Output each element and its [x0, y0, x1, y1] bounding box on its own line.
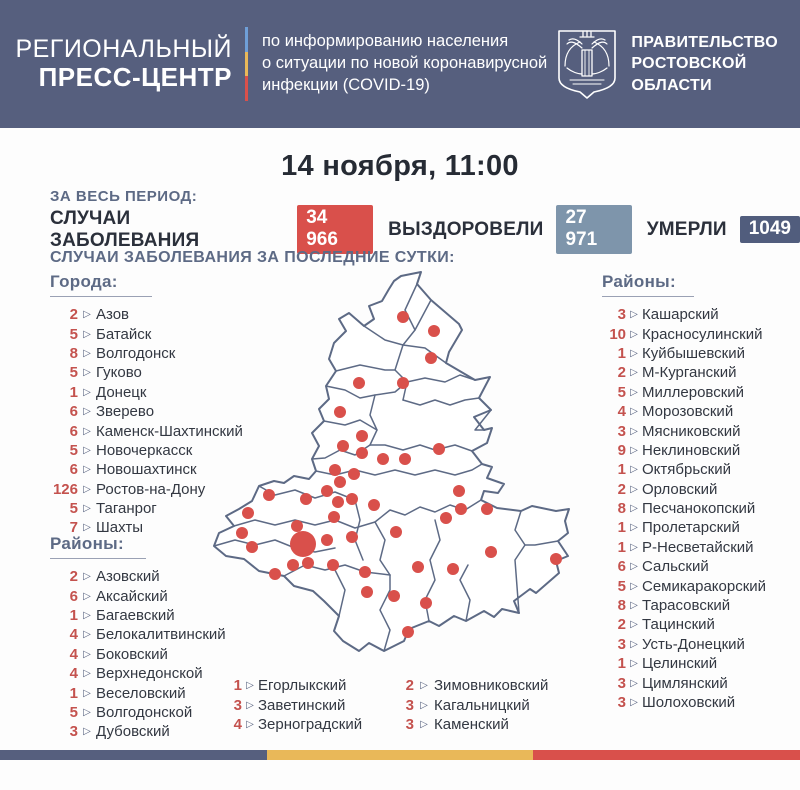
government-line: ОБЛАСТИ — [631, 76, 712, 94]
triangle-arrow-icon: ▷ — [630, 522, 638, 534]
triangle-arrow-icon: ▷ — [83, 328, 91, 340]
case-count: 4 — [233, 715, 242, 733]
case-count: 126 — [52, 480, 78, 498]
case-dot — [412, 561, 424, 573]
brand-line-1: РЕГИОНАЛЬНЫЙ — [15, 34, 232, 63]
case-count: 6 — [69, 403, 78, 421]
case-dot — [287, 559, 299, 571]
list-item — [400, 715, 548, 734]
case-count: 1 — [617, 538, 626, 556]
stat-value-badge: 27 971 — [556, 205, 631, 254]
triangle-arrow-icon: ▷ — [630, 464, 638, 476]
case-dot — [402, 626, 414, 638]
case-dot — [397, 377, 409, 389]
triangle-arrow-icon: ▷ — [630, 619, 638, 631]
triangle-arrow-icon: ▷ — [630, 658, 638, 670]
case-count: 2 — [69, 306, 78, 324]
government-line: ПРАВИТЕЛЬСТВО — [631, 34, 778, 52]
place-name: Белокалитвинский — [96, 626, 226, 644]
case-count: 3 — [405, 715, 414, 733]
case-dot — [433, 443, 445, 455]
case-dot — [302, 557, 314, 569]
case-dot — [428, 325, 440, 337]
place-name: Кагальницкий — [434, 696, 530, 714]
case-count: 4 — [69, 626, 78, 644]
place-name: Миллеровский — [642, 383, 745, 401]
case-dot — [291, 520, 303, 532]
stat-label: УМЕРЛИ — [646, 218, 727, 240]
case-dot — [346, 493, 358, 505]
case-dot — [397, 311, 409, 323]
case-count: 5 — [69, 364, 78, 382]
list-item — [602, 635, 766, 654]
case-count: 5 — [617, 577, 626, 595]
case-count: 2 — [617, 480, 626, 498]
case-dot — [550, 553, 562, 565]
case-count: 3 — [617, 306, 626, 324]
case-count: 3 — [617, 694, 626, 711]
place-name: Таганрог — [96, 500, 157, 518]
case-count: 3 — [405, 696, 414, 714]
stat-unit — [388, 205, 632, 254]
triangle-arrow-icon: ▷ — [246, 718, 254, 730]
place-name: Пролетарский — [642, 519, 740, 537]
case-dot — [390, 526, 402, 538]
case-count: 1 — [69, 383, 78, 401]
place-name: Целинский — [642, 655, 718, 673]
case-count: 3 — [617, 422, 626, 440]
place-name: Азов — [96, 306, 130, 324]
list-item — [50, 664, 226, 683]
case-dot — [481, 503, 493, 515]
triangle-arrow-icon: ▷ — [630, 347, 638, 359]
case-dot — [246, 541, 258, 553]
triangle-arrow-icon: ▷ — [83, 444, 91, 456]
place-name: Дубовский — [96, 723, 170, 741]
case-dot — [236, 527, 248, 539]
list-item — [602, 441, 766, 460]
stat-unit — [50, 205, 373, 254]
list-item — [602, 499, 766, 518]
flag-divider-segment — [245, 76, 248, 101]
place-name: Цимлянский — [642, 674, 728, 692]
triangle-arrow-icon: ▷ — [630, 444, 638, 456]
case-dot — [329, 464, 341, 476]
place-name: Красносулинский — [642, 325, 763, 343]
list-item — [228, 715, 362, 734]
place-name: Зерноградский — [258, 715, 363, 733]
case-count: 5 — [69, 441, 78, 459]
case-count: 1 — [233, 677, 242, 695]
triangle-arrow-icon: ▷ — [83, 386, 91, 398]
case-dot — [359, 566, 371, 578]
triangle-arrow-icon: ▷ — [83, 687, 91, 699]
case-dot — [485, 546, 497, 558]
footer-flag-stripe — [0, 750, 800, 760]
triangle-arrow-icon: ▷ — [83, 483, 91, 495]
triangle-arrow-icon: ▷ — [83, 425, 91, 437]
case-dot — [334, 476, 346, 488]
case-count: 4 — [617, 403, 626, 421]
list-item — [602, 673, 766, 692]
case-count: 1 — [617, 461, 626, 479]
triangle-arrow-icon: ▷ — [630, 425, 638, 437]
triangle-arrow-icon: ▷ — [246, 699, 254, 711]
stat-label: ВЫЗДОРОВЕЛИ — [388, 218, 544, 240]
case-dot — [440, 512, 452, 524]
triangle-arrow-icon: ▷ — [83, 406, 91, 418]
case-count: 6 — [617, 558, 626, 576]
place-name: Шолоховский — [642, 694, 736, 711]
triangle-arrow-icon: ▷ — [630, 309, 638, 321]
case-count: 3 — [233, 696, 242, 714]
place-name: Сальский — [642, 558, 709, 576]
list-item — [228, 676, 362, 695]
daily-cases-label: СЛУЧАИ ЗАБОЛЕВАНИЯ ЗА ПОСЛЕДНИЕ СУТКИ: — [50, 249, 455, 266]
list-item — [400, 676, 548, 695]
triangle-arrow-icon: ▷ — [83, 464, 91, 476]
government-line: РОСТОВСКОЙ — [631, 55, 747, 73]
place-name: Донецк — [96, 383, 147, 401]
place-name: Песчанокопский — [642, 500, 756, 518]
list-item — [400, 695, 548, 714]
list-item — [602, 402, 766, 421]
footer-stripe-segment — [533, 750, 800, 760]
place-name: Шахты — [96, 519, 144, 537]
list-item — [602, 460, 766, 479]
triangle-arrow-icon: ▷ — [630, 600, 638, 612]
case-dot — [263, 489, 275, 501]
case-dot — [327, 559, 339, 571]
list-item — [602, 518, 766, 537]
case-dot — [242, 507, 254, 519]
triangle-arrow-icon: ▷ — [630, 483, 638, 495]
list-item — [602, 480, 766, 499]
case-count: 5 — [69, 325, 78, 343]
triangle-arrow-icon: ▷ — [630, 677, 638, 689]
case-count: 8 — [617, 597, 626, 615]
stat-value-badge: 1049 — [740, 216, 800, 243]
place-name: Батайск — [96, 325, 152, 343]
triangle-arrow-icon: ▷ — [83, 571, 91, 583]
case-count: 2 — [617, 364, 626, 382]
list-item — [602, 615, 766, 634]
triangle-arrow-icon: ▷ — [83, 522, 91, 534]
flag-divider-segment — [245, 52, 248, 77]
list-item — [602, 576, 766, 595]
case-count: 5 — [69, 703, 78, 721]
footer-stripe-segment — [0, 750, 267, 760]
case-count: 5 — [69, 500, 78, 518]
flag-divider-segment — [245, 27, 248, 52]
period-label: ЗА ВЕСЬ ПЕРИОД: — [50, 188, 198, 205]
districts-mid-column-2 — [400, 676, 548, 734]
list-item — [228, 695, 362, 714]
place-name: Заветинский — [258, 696, 346, 714]
triangle-arrow-icon: ▷ — [420, 718, 428, 730]
report-datetime: 14 ноября, 11:00 — [281, 150, 519, 182]
rostov-oblast-map — [185, 270, 585, 662]
case-count: 5 — [617, 383, 626, 401]
place-name: Зимовниковский — [434, 677, 549, 695]
case-count: 6 — [69, 422, 78, 440]
list-item — [50, 703, 226, 722]
triangle-arrow-icon: ▷ — [630, 406, 638, 418]
flag-divider — [245, 27, 248, 101]
case-count: 10 — [609, 325, 626, 343]
place-name: Морозовский — [642, 403, 734, 421]
place-name: Багаевский — [96, 606, 175, 624]
place-name: Орловский — [642, 480, 718, 498]
totals-row — [50, 205, 800, 254]
place-name: Неклиновский — [642, 441, 741, 459]
place-name: Куйбышевский — [642, 344, 745, 362]
place-name: Боковский — [96, 645, 168, 663]
case-count: 4 — [69, 665, 78, 683]
place-name: Волгодонск — [96, 344, 176, 362]
case-dot — [356, 430, 368, 442]
triangle-arrow-icon: ▷ — [420, 699, 428, 711]
header-banner — [0, 0, 800, 128]
case-count: 7 — [69, 519, 78, 537]
triangle-arrow-icon: ▷ — [630, 580, 638, 592]
place-name: Верхнедонской — [96, 665, 203, 683]
place-name: Семикаракорский — [642, 577, 767, 595]
districts-mid-column-1 — [228, 676, 362, 734]
case-dot — [332, 496, 344, 508]
case-dot — [420, 597, 432, 609]
stat-label: СЛУЧАИ ЗАБОЛЕВАНИЯ — [50, 207, 200, 251]
triangle-arrow-icon: ▷ — [83, 629, 91, 641]
case-count: 3 — [617, 674, 626, 692]
case-dot — [321, 534, 333, 546]
case-dot — [353, 377, 365, 389]
list-item — [50, 683, 226, 702]
case-dot — [328, 511, 340, 523]
triangle-arrow-icon: ▷ — [246, 680, 254, 692]
case-count: 2 — [69, 568, 78, 586]
case-dot — [348, 468, 360, 480]
case-dot — [356, 447, 368, 459]
cities-header: Города: — [50, 272, 152, 297]
brand-line-2: ПРЕСС-ЦЕНТР — [38, 62, 232, 93]
list-item — [602, 557, 766, 576]
stat-value-badge: 34 966 — [297, 205, 373, 254]
list-item — [602, 693, 766, 712]
list-item — [602, 363, 766, 382]
case-count: 1 — [69, 606, 78, 624]
place-name: Р-Несветайский — [642, 538, 754, 556]
case-count: 8 — [69, 344, 78, 362]
place-name: Зверево — [96, 403, 155, 421]
list-item — [602, 324, 766, 343]
triangle-arrow-icon: ▷ — [83, 367, 91, 379]
list-item — [602, 654, 766, 673]
list-item — [602, 538, 766, 557]
case-dot — [290, 531, 316, 557]
case-dot — [377, 453, 389, 465]
place-name: Волгодонской — [96, 703, 193, 721]
place-name: Аксайский — [96, 587, 168, 605]
triangle-arrow-icon: ▷ — [630, 503, 638, 515]
triangle-arrow-icon: ▷ — [83, 648, 91, 660]
districts-right-list — [602, 305, 766, 712]
triangle-arrow-icon: ▷ — [83, 590, 91, 602]
case-count: 2 — [617, 616, 626, 634]
case-dot — [300, 493, 312, 505]
place-name: Октябрьский — [642, 461, 731, 479]
rostov-coat-of-arms-icon — [556, 28, 618, 101]
list-item — [602, 383, 766, 402]
case-count: 1 — [69, 684, 78, 702]
case-count: 1 — [617, 655, 626, 673]
subtitle-line: инфекции (COVID-19) — [262, 75, 430, 94]
place-name: Каменск-Шахтинский — [96, 422, 243, 440]
districts-right-header: Районы: — [602, 272, 694, 297]
list-item — [602, 421, 766, 440]
place-name: Егорлыкский — [258, 677, 347, 695]
place-name: Гуково — [96, 364, 142, 382]
case-dot — [453, 485, 465, 497]
place-name: Усть-Донецкий — [642, 635, 745, 653]
subtitle-line: о ситуации по новой коронавирусной — [262, 54, 548, 73]
place-name: Кашарский — [642, 306, 719, 324]
brand-title — [0, 35, 232, 94]
place-name: Веселовский — [96, 684, 186, 702]
case-dot — [388, 590, 400, 602]
triangle-arrow-icon: ▷ — [630, 561, 638, 573]
triangle-arrow-icon: ▷ — [83, 706, 91, 718]
place-name: Каменский — [434, 715, 509, 733]
case-count: 8 — [617, 500, 626, 518]
triangle-arrow-icon: ▷ — [630, 697, 638, 708]
place-name: Мясниковский — [642, 422, 741, 440]
case-count: 3 — [617, 635, 626, 653]
case-dot — [447, 563, 459, 575]
place-name: Тарасовский — [642, 597, 731, 615]
triangle-arrow-icon: ▷ — [630, 638, 638, 650]
government-title — [631, 32, 778, 95]
list-item — [602, 305, 766, 324]
case-count: 6 — [69, 461, 78, 479]
triangle-arrow-icon: ▷ — [630, 386, 638, 398]
triangle-arrow-icon: ▷ — [630, 541, 638, 553]
case-count: 6 — [69, 587, 78, 605]
case-count: 1 — [617, 344, 626, 362]
place-name: Тацинский — [642, 616, 715, 634]
place-name: Новошахтинск — [96, 461, 197, 479]
list-item — [602, 344, 766, 363]
header-subtitle — [262, 31, 554, 97]
triangle-arrow-icon: ▷ — [630, 367, 638, 379]
list-item — [50, 722, 226, 741]
place-name: М-Курганский — [642, 364, 737, 382]
case-dot — [269, 568, 281, 580]
footer-stripe-segment — [267, 750, 534, 760]
districts-right-block — [602, 272, 766, 712]
case-count: 1 — [617, 519, 626, 537]
place-name: Ростов-на-Дону — [96, 480, 206, 498]
case-dot — [337, 440, 349, 452]
case-dot — [334, 406, 346, 418]
case-dot — [368, 499, 380, 511]
case-dot — [425, 352, 437, 364]
case-count: 4 — [69, 645, 78, 663]
triangle-arrow-icon: ▷ — [630, 328, 638, 340]
case-count: 3 — [69, 723, 78, 741]
case-dot — [346, 531, 358, 543]
triangle-arrow-icon: ▷ — [83, 347, 91, 359]
case-count: 9 — [617, 441, 626, 459]
place-name: Новочеркасск — [96, 441, 193, 459]
stat-unit — [647, 216, 800, 243]
case-dot — [361, 586, 373, 598]
list-item — [602, 596, 766, 615]
subtitle-line: по информированию населения — [262, 32, 509, 51]
triangle-arrow-icon: ▷ — [420, 680, 428, 692]
case-count: 2 — [405, 677, 414, 695]
triangle-arrow-icon: ▷ — [83, 503, 91, 515]
triangle-arrow-icon: ▷ — [83, 668, 91, 680]
case-dot — [455, 503, 467, 515]
case-dot — [399, 453, 411, 465]
triangle-arrow-icon: ▷ — [83, 309, 91, 321]
case-dot — [321, 485, 333, 497]
triangle-arrow-icon: ▷ — [83, 609, 91, 621]
triangle-arrow-icon: ▷ — [83, 726, 91, 738]
place-name: Азовский — [96, 568, 160, 586]
districts-left-header: Районы: — [50, 534, 146, 559]
